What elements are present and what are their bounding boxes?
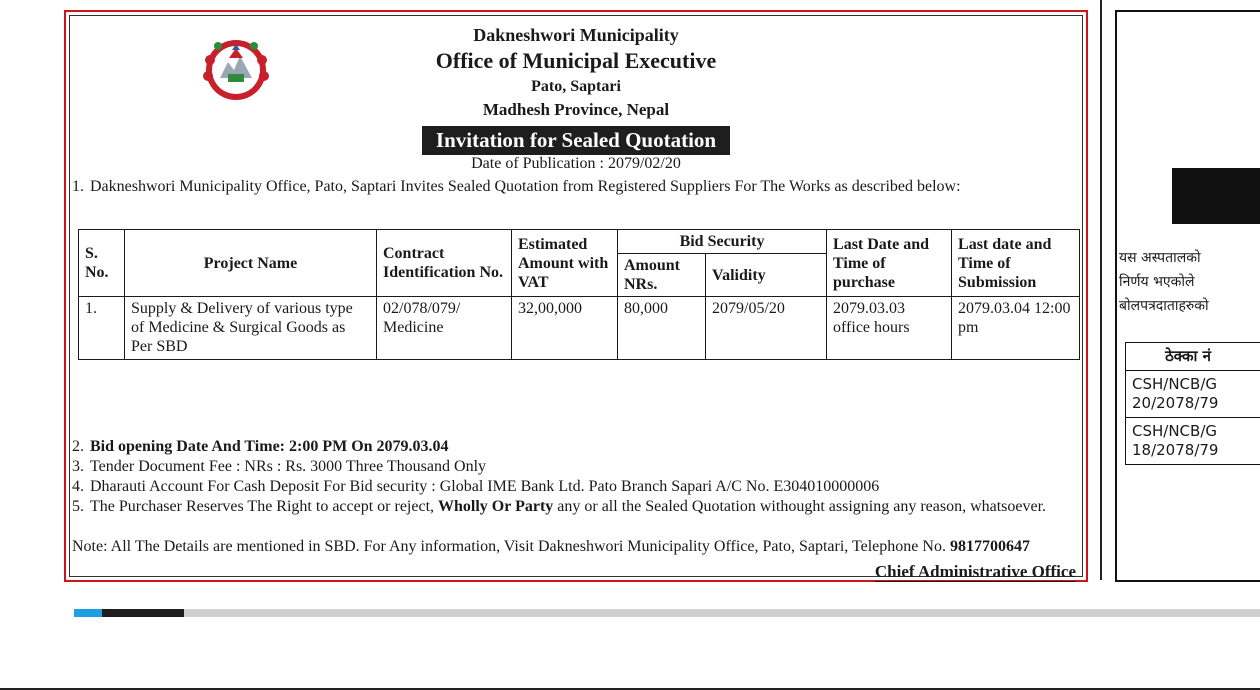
item-3-text: Tender Document Fee : NRs : Rs. 3000 Three Thousand Only [90, 458, 487, 475]
column-divider [1100, 0, 1102, 580]
cell-submission: 2079.03.04 12:00 pm [952, 297, 1080, 360]
table-row [1126, 371, 1260, 418]
item-5-text-a: The Purchaser Reserves The Right to accept or reject, [90, 498, 439, 515]
item-number: 3. [72, 458, 84, 475]
notice-inner [69, 15, 1083, 581]
cell-purchase: 2079.03.03 office hours [827, 297, 952, 360]
col-header-contract: Contract Identification No. [377, 230, 512, 297]
adjacent-table [1125, 342, 1260, 465]
item-2 [70, 437, 1076, 456]
note-phone: 9817700647 [949, 538, 1030, 555]
cell-contract: 02/078/079/ Medicine [377, 297, 512, 360]
note-text [72, 537, 1076, 556]
adjacent-col-header: ठेक्का नं [1126, 343, 1260, 371]
table-row [79, 297, 1080, 360]
footer-bar-accent-black [102, 609, 184, 617]
table-header-row [79, 230, 1080, 254]
col-header-sno: S. No. [79, 230, 125, 297]
cell-estimated: 32,00,000 [512, 297, 618, 360]
office-province: Madhesh Province, Nepal [482, 100, 670, 119]
cell-validity: 2079/05/20 [706, 297, 827, 360]
adjacent-cell-1: CSH/NCB/G 20/2078/79 [1126, 371, 1260, 418]
item-number: 1. [72, 178, 84, 195]
item-5-emphasis: Wholly Or Party [438, 498, 554, 515]
col-header-last-purchase: Last Date and Time of purchase [827, 230, 952, 297]
footer-bar [74, 609, 1260, 617]
office-title: Office of Municipal Executive [435, 48, 717, 73]
col-header-last-submission: Last date and Time of Submission [952, 230, 1080, 297]
adjacent-line-1: यस अस्पतालको [1119, 250, 1201, 266]
item-number: 5. [72, 498, 84, 515]
col-header-estimated: Estimated Amount with VAT [512, 230, 618, 297]
col-header-project: Project Name [125, 230, 377, 297]
table-header-row [1126, 343, 1260, 371]
item-4-text: Dharauti Account For Cash Deposit For Bid security : Global IME Bank Ltd. Pato Branch Sapari A/C No. E304010000006 [90, 478, 880, 495]
invitation-title: Invitation for Sealed Quotation [422, 126, 730, 155]
cell-project: Supply & Delivery of various type of Medicine & Surgical Goods as Per SBD [125, 297, 377, 360]
table-row [1126, 418, 1260, 465]
item-3 [70, 457, 1076, 476]
signature-office: Chief Administrative Office [874, 562, 1076, 581]
item-5-text-c: any or all the Sealed Quotation withought assigning any reason, whatsoever. [553, 498, 1047, 515]
paragraph-1-text: Dakneshwori Municipality Office, Pato, Saptari Invites Sealed Quotation from Registered Suppliers For The Works as described below: [90, 178, 961, 195]
item-number: 2. [72, 438, 84, 455]
notice-frame [64, 10, 1088, 582]
col-header-amount: Amount NRs. [618, 254, 706, 297]
adjacent-notice [1115, 10, 1260, 582]
adjacent-line-2: निर्णय भएकोले [1119, 274, 1195, 290]
paragraph-1 [70, 177, 1076, 196]
item-5-text [90, 497, 1076, 516]
col-header-validity: Validity [706, 254, 827, 297]
org-name: Dakneshwori Municipality [473, 25, 679, 45]
adjacent-cell-2: CSH/NCB/G 18/2078/79 [1126, 418, 1260, 465]
note [70, 537, 1076, 556]
adjacent-title-block [1172, 168, 1260, 224]
item-number: 4. [72, 478, 84, 495]
item-5 [70, 497, 1076, 516]
col-header-bid-security: Bid Security [618, 230, 827, 254]
adjacent-line-3: बोलपत्रदाताहरुको [1119, 298, 1209, 314]
item-4 [70, 477, 1076, 496]
invitation-title-wrap [70, 126, 1082, 155]
publication-date: Date of Publication : 2079/02/20 [471, 155, 681, 172]
office-location: Pato, Saptari [531, 78, 621, 95]
footer-bar-accent-blue [74, 609, 102, 617]
cell-sno: 1. [79, 297, 125, 360]
item-2-text: Bid opening Date And Time: 2:00 PM On 2079.03.04 [90, 438, 449, 455]
cell-amount: 80,000 [618, 297, 706, 360]
note-body: Note: All The Details are mentioned in SBD. For Any information, Visit Dakneshwori Municipality Office, Pato, Saptari, Telephone No. [72, 538, 950, 555]
quotation-table [78, 229, 1080, 360]
